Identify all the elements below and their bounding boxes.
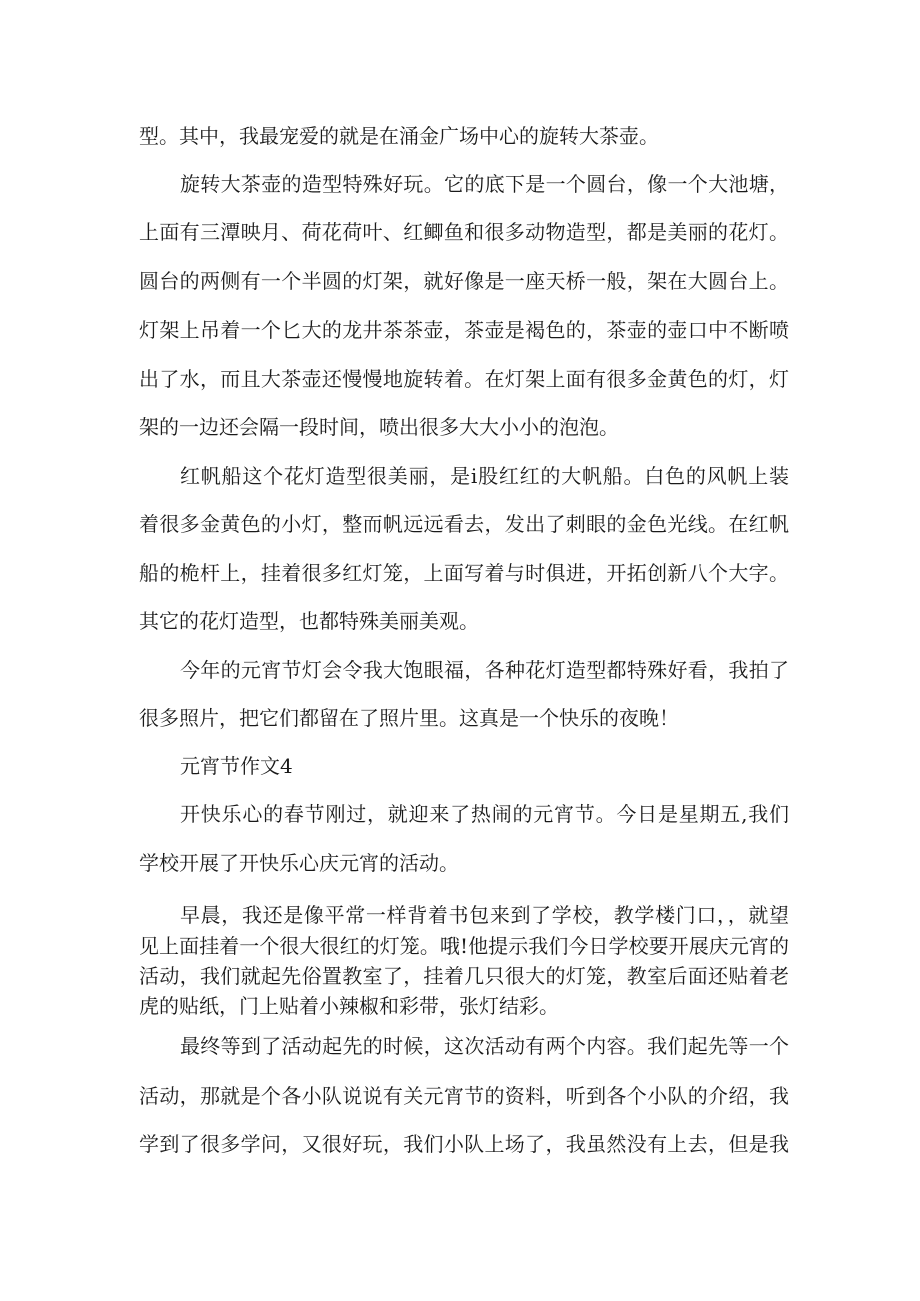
text-line: 见上面挂着一个很大很红的灯笼。哦!他提示我们今日学校要开展庆元宵的 — [139, 934, 789, 958]
text-line: 虎的贴纸，门上贴着小辣椒和彩带，张灯结彩。 — [139, 994, 559, 1018]
text-line: 活动，我们就起先俗置教室了，挂着几只很大的灯笼，教室后面还贴着老 — [139, 964, 789, 988]
text-line: 学校开展了开快乐心庆元宵的活动。 — [139, 851, 459, 875]
paragraph-first-line: 开快乐心的春节刚过，就迎来了热闹的元宵节。今日是星期五,我们 — [180, 802, 789, 826]
paragraph-first-line: 红帆船这个花灯造型很美丽，是i股红红的大帆船。白色的风帆上装 — [180, 464, 789, 488]
text-line: 圆台的两侧有一个半圆的灯架，就好像是一座天桥一般，架在大圆台上。 — [139, 269, 789, 293]
text-line: 上面有三潭映月、荷花荷叶、红鲫鱼和很多动物造型，都是美丽的花灯。 — [139, 220, 789, 244]
text-line: 很多照片，把它们都留在了照片里。这真是一个快乐的夜晚！ — [139, 706, 679, 730]
text-line: 着很多金黄色的小灯，整而帆远远看去，发出了刺眼的金色光线。在红帆 — [139, 512, 789, 536]
text-line: 出了水，而且大茶壶还慢慢地旋转着。在灯架上面有很多金黄色的灯，灯 — [139, 367, 789, 391]
paragraph-first-line: 旋转大茶壶的造型特殊好玩。它的底下是一个圆台，像一个大池塘， — [180, 172, 789, 196]
text-line: 架的一边还会隔一段时间，喷出很多大大小小的泡泡。 — [139, 415, 619, 439]
paragraph-first-line: 早晨，我还是像平常一样背着书包来到了学校，教学楼门口，，就望 — [180, 903, 789, 927]
text-line: 型。其中，我最宠爱的就是在涌金广场中心的旋转大茶壶。 — [139, 124, 659, 148]
text-line: 其它的花灯造型，也都特殊美丽美观。 — [139, 609, 479, 633]
section-heading: 元宵节作文4 — [180, 754, 293, 778]
text-line: 学到了很多学问，又很好玩，我们小队上场了，我虽然没有上去，但是我 — [139, 1132, 789, 1156]
text-line: 船的桅杆上，挂着很多红灯笼，上面写着与时俱进，开拓创新八个大字。 — [139, 561, 789, 585]
text-line: 活动，那就是个各小队说说有关元宵节的资料，听到各个小队的介绍，我 — [139, 1084, 789, 1108]
paragraph-first-line: 最终等到了活动起先的时候，这次活动有两个内容。我们起先等一个 — [180, 1034, 789, 1058]
paragraph-first-line: 今年的元宵节灯会令我大饱眼福，各种花灯造型都特殊好看，我拍了 — [180, 658, 789, 682]
text-line: 灯架上吊着一个匕大的龙井茶茶壶，茶壶是褐色的，茶壶的壶口中不断喷 — [139, 318, 789, 342]
